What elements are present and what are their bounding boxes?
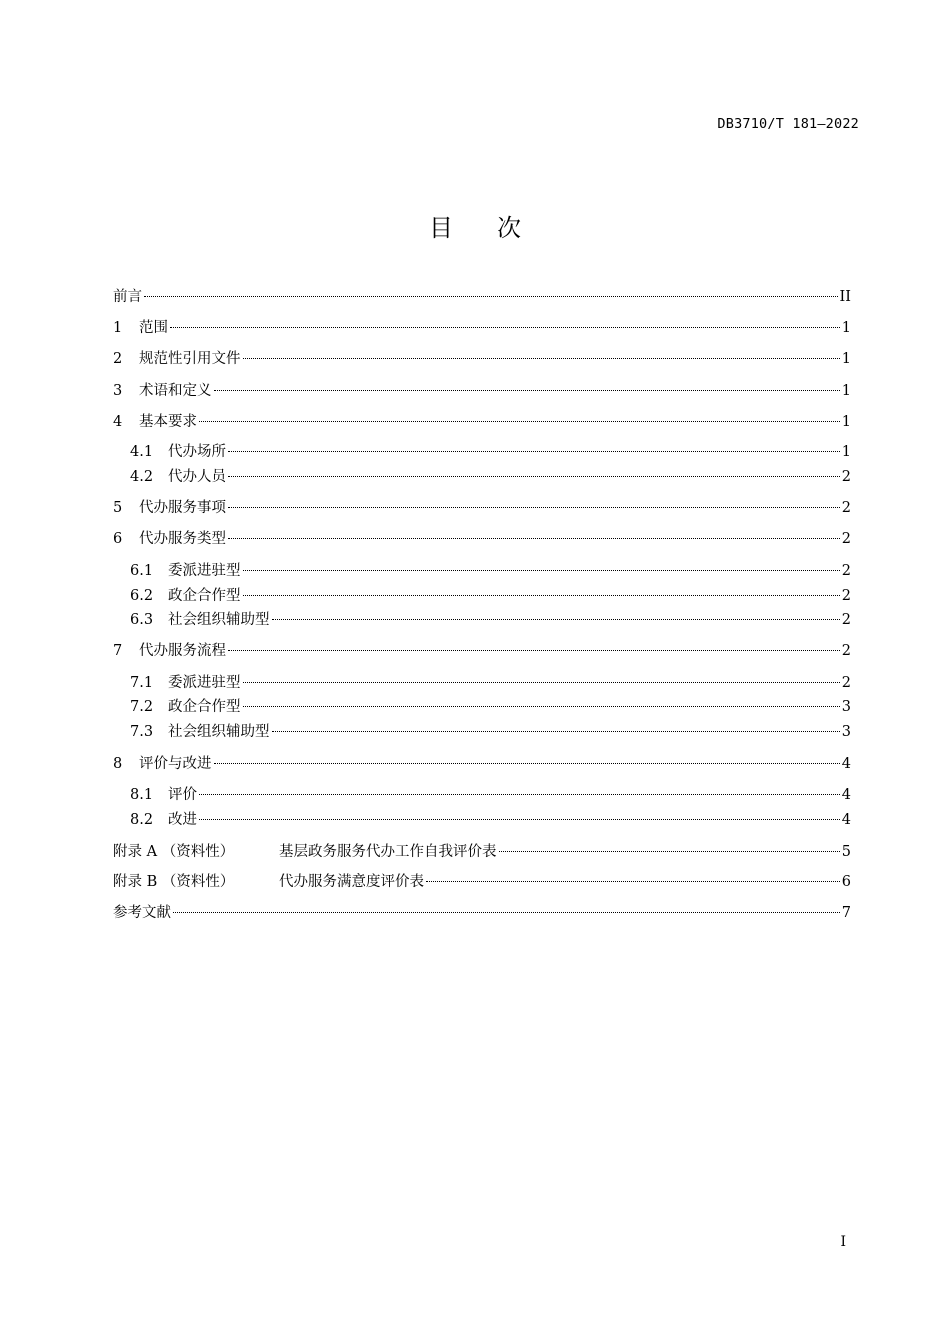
toc-entry-number: 3 — [113, 383, 123, 399]
toc-entry-number: 附录 A （资料性） — [113, 844, 235, 860]
toc-entry-number: 4 — [113, 414, 123, 430]
toc-leader — [243, 570, 840, 571]
toc-entry-page: 2 — [841, 675, 851, 691]
toc-entry-number: 8.1 — [130, 787, 154, 803]
toc-entry-label: 范围 — [139, 320, 168, 336]
toc-entry-label: 前言 — [113, 289, 142, 305]
toc-entry-number: 8.2 — [130, 812, 154, 828]
toc-entry-label: 社会组织辅助型 — [168, 612, 270, 628]
toc-entry-number: 6.1 — [130, 563, 154, 579]
toc-entry-7[interactable] — [113, 641, 851, 661]
toc-entry-page: II — [839, 289, 851, 305]
toc-entry-appendix-b[interactable] — [113, 872, 851, 892]
toc-entry-label: 评价与改进 — [139, 756, 212, 772]
toc-leader — [214, 763, 840, 764]
toc-entry-number: 7 — [113, 643, 123, 659]
toc-title: 目次 — [429, 214, 565, 242]
toc-entry-page: 2 — [841, 469, 851, 485]
toc-entry-number: 7.2 — [130, 699, 154, 715]
toc-entry-label: 代办人员 — [168, 469, 226, 485]
toc-entry-6-1[interactable] — [130, 561, 851, 581]
toc-entry-page: 1 — [841, 414, 851, 430]
toc-leader — [228, 538, 840, 539]
toc-leader — [228, 507, 840, 508]
toc-leader — [228, 451, 840, 452]
toc-entry-label: 代办场所 — [168, 444, 226, 460]
toc-leader — [199, 794, 840, 795]
toc-leader — [170, 327, 840, 328]
toc-entry-1[interactable] — [113, 318, 851, 338]
toc-entry-page: 1 — [841, 444, 851, 460]
toc-entry-label: 政企合作型 — [168, 588, 241, 604]
toc-entry-label: 改进 — [168, 812, 197, 828]
toc-entry-number: 5 — [113, 500, 123, 516]
toc-entry-page: 1 — [841, 351, 851, 367]
toc-entry-6[interactable] — [113, 529, 851, 549]
toc-entry-page: 6 — [841, 874, 851, 890]
toc-entry-page: 4 — [841, 812, 851, 828]
toc-entry-page: 1 — [841, 320, 851, 336]
toc-entry-page: 2 — [841, 531, 851, 547]
toc-entry-page: 2 — [841, 500, 851, 516]
toc-entry-label: 社会组织辅助型 — [168, 724, 270, 740]
toc-entry-page: 2 — [841, 588, 851, 604]
toc-leader — [272, 619, 840, 620]
toc-entry-number: 6 — [113, 531, 123, 547]
toc-entry-label: 代办服务流程 — [139, 643, 226, 659]
toc-leader — [272, 731, 840, 732]
toc-entry-7-1[interactable] — [130, 673, 851, 693]
toc-entry-label: 委派进驻型 — [168, 675, 241, 691]
page-number: I — [840, 1234, 846, 1250]
toc-entry-number: 附录 B （资料性） — [113, 874, 235, 890]
toc-entry-number: 1 — [113, 320, 123, 336]
toc-entry-number: 4.2 — [130, 469, 154, 485]
toc-entry-foreword[interactable] — [113, 287, 851, 307]
toc-entry-label: 规范性引用文件 — [139, 351, 241, 367]
toc-entry-number: 8 — [113, 756, 123, 772]
toc-entry-7-2[interactable] — [130, 697, 851, 717]
toc-entry-8-2[interactable] — [130, 810, 851, 830]
toc-entry-page: 4 — [841, 787, 851, 803]
toc-leader — [144, 296, 838, 297]
toc-entry-number: 6.2 — [130, 588, 154, 604]
toc-leader — [173, 912, 840, 913]
toc-entry-6-3[interactable] — [130, 610, 851, 630]
toc-leader — [499, 851, 840, 852]
toc-leader — [243, 706, 840, 707]
toc-entry-label: 委派进驻型 — [168, 563, 241, 579]
toc-entry-page: 2 — [841, 563, 851, 579]
toc-leader — [243, 682, 840, 683]
toc-entry-7-3[interactable] — [130, 722, 851, 742]
toc-entry-label: 代办服务类型 — [139, 531, 226, 547]
toc-entry-4-1[interactable] — [130, 442, 851, 462]
toc-entry-4[interactable] — [113, 412, 851, 432]
toc-entry-page: 2 — [841, 612, 851, 628]
toc-entry-label: 代办服务事项 — [139, 500, 226, 516]
toc-leader — [199, 421, 840, 422]
toc-entry-label: 基层政务服务代办工作自我评价表 — [279, 844, 497, 860]
toc-entry-6-2[interactable] — [130, 586, 851, 606]
toc-entry-page: 1 — [841, 383, 851, 399]
toc-entry-label: 政企合作型 — [168, 699, 241, 715]
toc-leader — [228, 476, 840, 477]
toc-leader — [243, 358, 840, 359]
toc-entry-page: 3 — [841, 699, 851, 715]
toc-leader — [426, 881, 840, 882]
toc-entry-number: 4.1 — [130, 444, 154, 460]
toc-entry-label: 术语和定义 — [139, 383, 212, 399]
toc-entry-page: 2 — [841, 643, 851, 659]
toc-leader — [199, 819, 840, 820]
toc-entry-appendix-a[interactable] — [113, 842, 851, 862]
toc-leader — [214, 390, 840, 391]
toc-leader — [228, 650, 840, 651]
toc-entry-4-2[interactable] — [130, 467, 851, 487]
toc-entry-2[interactable] — [113, 349, 851, 369]
toc-entry-number: 7.3 — [130, 724, 154, 740]
toc-entry-references[interactable] — [113, 903, 851, 923]
toc-entry-page: 4 — [841, 756, 851, 772]
toc-entry-number: 7.1 — [130, 675, 154, 691]
toc-entry-label: 基本要求 — [139, 414, 197, 430]
document-code: DB3710/T 181—2022 — [717, 116, 859, 132]
toc-leader — [243, 595, 840, 596]
toc-entry-number: 2 — [113, 351, 123, 367]
toc-entry-3[interactable] — [113, 381, 851, 401]
toc-entry-label: 代办服务满意度评价表 — [279, 874, 424, 890]
toc-entry-number: 6.3 — [130, 612, 154, 628]
toc-entry-page: 7 — [841, 905, 851, 921]
toc-entry-label: 评价 — [168, 787, 197, 803]
toc-entry-8[interactable] — [113, 754, 851, 774]
toc-entry-5[interactable] — [113, 498, 851, 518]
toc-entry-label: 参考文献 — [113, 905, 171, 921]
toc-entry-page: 3 — [841, 724, 851, 740]
toc-entry-8-1[interactable] — [130, 785, 851, 805]
toc-entry-page: 5 — [841, 844, 851, 860]
